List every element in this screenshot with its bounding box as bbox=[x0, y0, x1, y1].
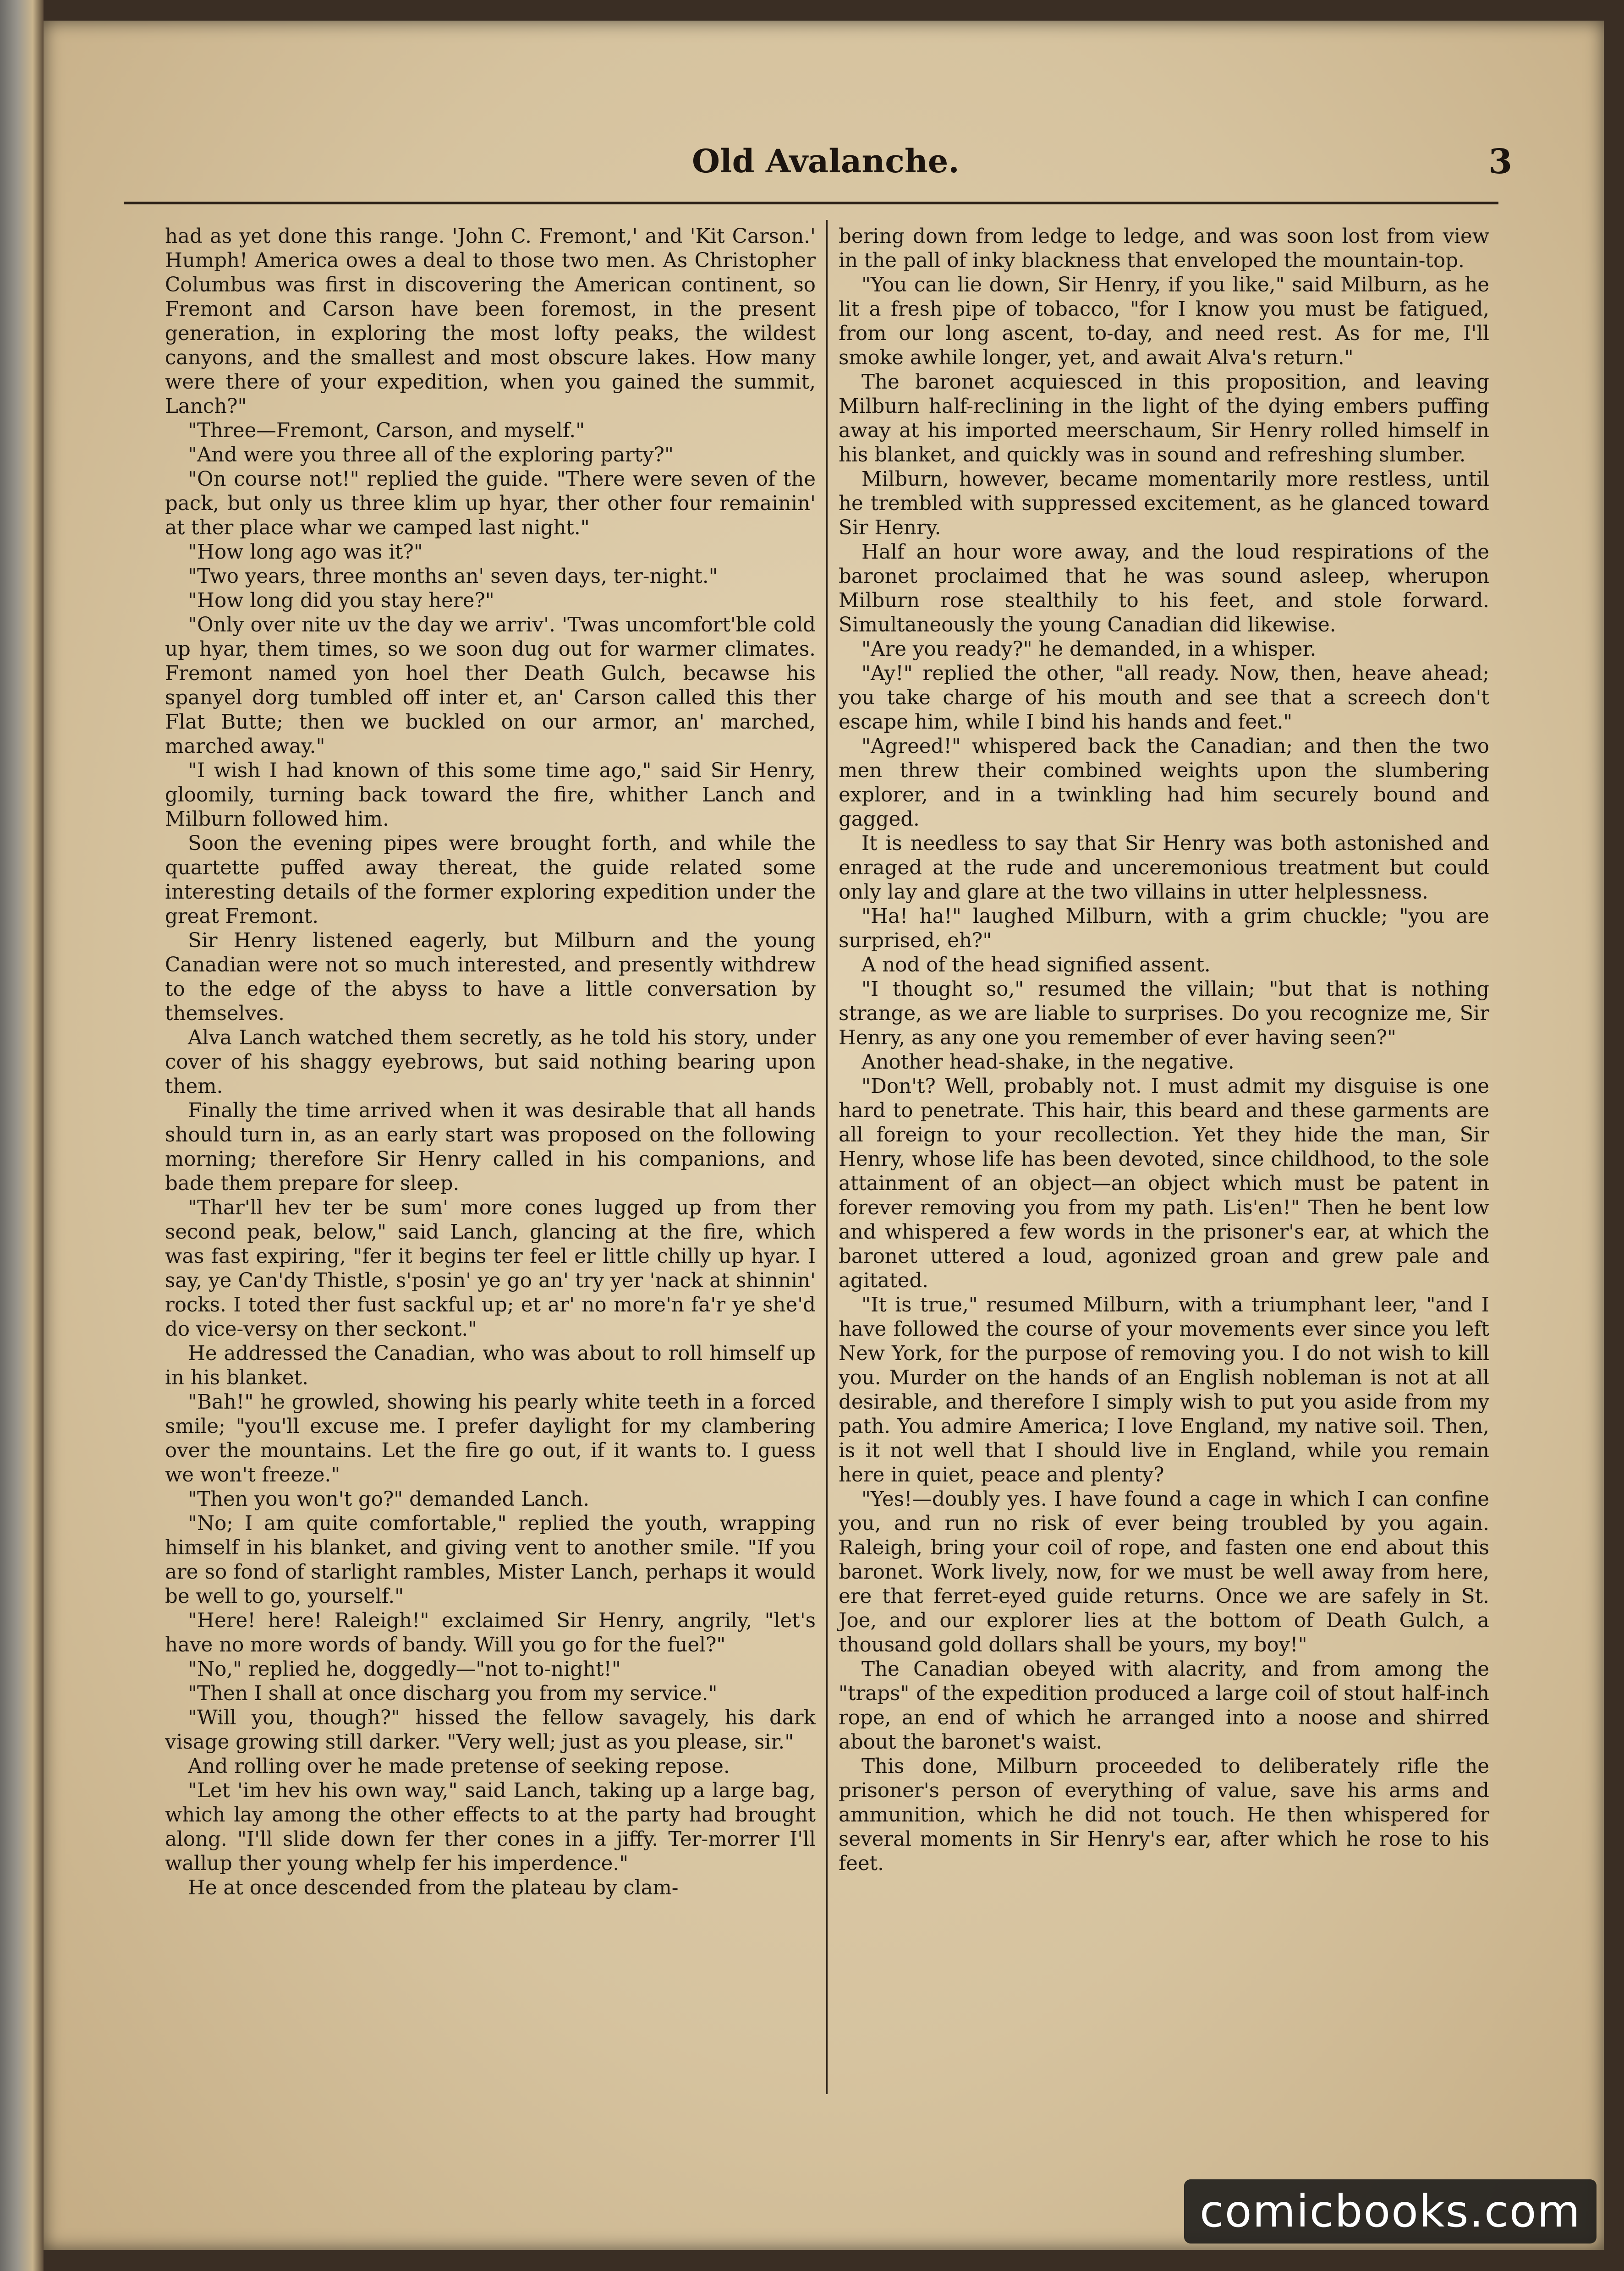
paragraph: "I wish I had known of this some time ago," said Sir Henry, gloomily, turning back toward the fire, whither Lanch and Milburn followed him. bbox=[165, 759, 816, 831]
paragraph: "Don't? Well, probably not. I must admit my disguise is one hard to penetrate. This hair, this beard and these garments are all foreign to your recollection. Yet they hide the man, Sir Henry, whose life has been devoted, since childhood, to the sole attainment of an object—an object which must be patent in forever removing you from my path. Lis'en!" Then he bent low and whispered a few words in the prisoner's ear, at which the baronet uttered a loud, agonized groan and grew pale and agitated. bbox=[839, 1075, 1489, 1292]
paragraph: "Yes!—doubly yes. I have found a cage in which I can confine you, and run no risk of ever being troubled by you again. Raleigh, bring your coil of rope, and fasten one end about this baronet. Work lively, now, for we must be well away from here, ere that ferret-eyed guide returns. Once we are safely in St. Joe, and our explorer lies at the bottom of Death Gulch, a thousand gold dollars shall be yours, my boy!" bbox=[839, 1488, 1489, 1657]
paragraph: And rolling over he made pretense of seeking repose. bbox=[188, 1755, 730, 1778]
paragraph: "Then I shall at once discharg you from my service." bbox=[188, 1682, 718, 1705]
paragraph: "Here! here! Raleigh!" exclaimed Sir Henry, angrily, "let's have no more words of bandy. Will you go for the fuel?" bbox=[165, 1609, 816, 1657]
page-header bbox=[119, 128, 1517, 197]
watermark: comicbooks.com bbox=[1184, 2179, 1597, 2244]
paragraph: "Will you, though?" hissed the fellow savagely, his dark visage growing still darker. "Very well; just as you please, sir." bbox=[165, 1706, 816, 1754]
right-column bbox=[839, 225, 1489, 1876]
paragraph: "No; I am quite comfortable," replied the youth, wrapping himself in his blanket, and giving vent to another smile. "If you are so fond of starlight rambles, Mister Lanch, perhaps it would be well to go, yourself." bbox=[165, 1512, 816, 1608]
paragraph: had as yet done this range. 'John C. Fremont,' and 'Kit Carson.' Humph! America owes a deal to those two men. As Christopher Columbus was first in discovering the American continent, so Fremont and Carson have been foremost, in the present generation, in exploring the most lofty peaks, the wildest canyons, and the smallest and most obscure lakes. How many were there of your expedition, when you gained the summit, Lanch?" bbox=[165, 225, 816, 418]
paragraph: "Let 'im hev his own way," said Lanch, taking up a large bag, which lay among the other effects to at the party had brought along. "I'll slide down fer ther cones in a jiffy. Ter-morrer I'll wallup ther young whelp fer his imperdence." bbox=[165, 1779, 816, 1875]
paragraph: Half an hour wore away, and the loud respirations of the baronet proclaimed that he was sound asleep, wherupon Milburn rose stealthily to his feet, and stole forward. Simultaneously the young Canadian did likewise. bbox=[839, 541, 1489, 636]
paragraph: Alva Lanch watched them secretly, as he told his story, under cover of his shaggy eyebrows, but said nothing bearing upon them. bbox=[165, 1026, 816, 1098]
paragraph: The Canadian obeyed with alacrity, and from among the "traps" of the expedition produced a large coil of stout half-inch rope, an end of which he arranged into a noose and shirred about the baronet's waist. bbox=[839, 1658, 1489, 1754]
paragraph: It is needless to say that Sir Henry was both astonished and enraged at the rude and unceremonious treatment but could only lay and glare at the two villains in utter helplessness. bbox=[839, 832, 1489, 904]
running-title: Old Avalanche. bbox=[692, 142, 960, 180]
paragraph: "Three—Fremont, Carson, and myself." bbox=[188, 419, 585, 442]
paragraph: "No," replied he, doggedly—"not to-night!" bbox=[188, 1658, 621, 1681]
paragraph: "Two years, three months an' seven days, ter-night." bbox=[188, 565, 718, 588]
paragraph: Milburn, however, became momentarily more restless, until he trembled with suppressed excitement, as he glanced toward Sir Henry. bbox=[839, 468, 1489, 539]
paragraph: "Ha! ha!" laughed Milburn, with a grim chuckle; "you are surprised, eh?" bbox=[839, 905, 1489, 952]
paragraph: "I thought so," resumed the villain; "but that is nothing strange, as we are liable to surprises. Do you recognize me, Sir Henry, as any one you remember of ever having seen?" bbox=[839, 978, 1489, 1049]
column-divider bbox=[826, 220, 828, 2094]
paragraph: "And were you three all of the exploring party?" bbox=[188, 444, 674, 466]
paragraph: "How long ago was it?" bbox=[188, 541, 423, 564]
paragraph: "Only over nite uv the day we arriv'. 'Twas uncomfort'ble cold up hyar, them times, so we soon dug out for warmer climates. Fremont named yon hoel ther Death Gulch, becawse his spanyel dorg tumbled off inter et, an' Carson called this ther Flat Butte; then we buckled on our armor, an' marched, marched away." bbox=[165, 614, 816, 758]
paragraph: He at once descended from the plateau by clam- bbox=[188, 1876, 679, 1899]
paragraph: "Then you won't go?" demanded Lanch. bbox=[188, 1488, 590, 1511]
paragraph: Sir Henry listened eagerly, but Milburn and the young Canadian were not so much interested, and presently withdrew to the edge of the abyss to have a little conversation by themselves. bbox=[165, 929, 816, 1025]
paragraph: "Bah!" he growled, showing his pearly white teeth in a forced smile; "you'll excuse me. I prefer daylight for my clambering over the mountains. Let the fire go out, if it wants to. I guess we won't freeze." bbox=[165, 1391, 816, 1487]
header-rule bbox=[124, 202, 1498, 204]
paragraph: Soon the evening pipes were brought forth, and while the quartette puffed away thereat, the guide related some interesting details of the former exploring expedition under the great Fremont. bbox=[165, 832, 816, 928]
paragraph: "Ay!" replied the other, "all ready. Now, then, heave ahead; you take charge of his mouth and see that a screech don't escape him, while I bind his hands and feet." bbox=[839, 662, 1489, 734]
paragraph: "It is true," resumed Milburn, with a triumphant leer, "and I have followed the course of your movements ever since you left New York, for the purpose of removing you. I do not wish to kill you. Murder on the hands of an English nobleman is not at all desirable, and therefore I simply wish to put you aside from my path. You admire America; I love England, my native soil. Then, is it not well that I should live in England, while you remain here in quiet, peace and plenty? bbox=[839, 1294, 1489, 1487]
paragraph: A nod of the head signified assent. bbox=[861, 954, 1211, 976]
paragraph: Finally the time arrived when it was desirable that all hands should turn in, as an early start was proposed on the following morning; therefore Sir Henry called in his companions, and bade them prepare for sleep. bbox=[165, 1099, 816, 1195]
left-column bbox=[165, 225, 816, 1900]
paragraph: "Are you ready?" he demanded, in a whisper. bbox=[861, 638, 1317, 661]
paragraph: bering down from ledge to ledge, and was soon lost from view in the pall of inky blackness that enveloped the mountain-top. bbox=[839, 225, 1489, 272]
paragraph: "On course not!" replied the guide. "There were seven of the pack, but only us three klim up hyar, ther other four remainin' at ther place whar we camped last night." bbox=[165, 468, 816, 539]
paragraph: "How long did you stay here?" bbox=[188, 589, 494, 612]
paragraph: "Agreed!" whispered back the Canadian; and then the two men threw their combined weights upon the slumbering explorer, and in a twinkling had him securely bound and gagged. bbox=[839, 735, 1489, 831]
paragraph: The baronet acquiesced in this proposition, and leaving Milburn half-reclining in the light of the dying embers puffing away at his imported meerschaum, Sir Henry rolled himself in his blanket, and quickly was in sound and refreshing slumber. bbox=[839, 371, 1489, 466]
page-number: 3 bbox=[1488, 142, 1512, 181]
paragraph: This done, Milburn proceeded to deliberately rifle the prisoner's person of everything of value, save his arms and ammunition, which he did not touch. He then whispered for several moments in Sir Henry's ear, after which he rose to his feet. bbox=[839, 1755, 1489, 1875]
paragraph: "You can lie down, Sir Henry, if you like," said Milburn, as he lit a fresh pipe of tobacco, "for I know you must be fatigued, from our long ascent, to-day, and need rest. As for me, I'll smoke awhile longer, yet, and await Alva's return." bbox=[839, 274, 1489, 369]
paragraph: He addressed the Canadian, who was about to roll himself up in his blanket. bbox=[165, 1342, 816, 1389]
paragraph: Another head-shake, in the negative. bbox=[861, 1051, 1234, 1074]
book-spine bbox=[0, 0, 44, 2271]
paragraph: "Thar'll hev ter be sum' more cones lugged up from ther second peak, below," said Lanch, glancing at the fire, which was fast expiring, "fer it begins ter feel er little chilly up hyar. I say, ye Can'dy Thistle, s'posin' ye go an' try yer 'nack at shinnin' rocks. I toted ther fust sackful up; et ar' no more'n fa'r ye she'd do vice-versy on ther seckont." bbox=[165, 1196, 816, 1341]
